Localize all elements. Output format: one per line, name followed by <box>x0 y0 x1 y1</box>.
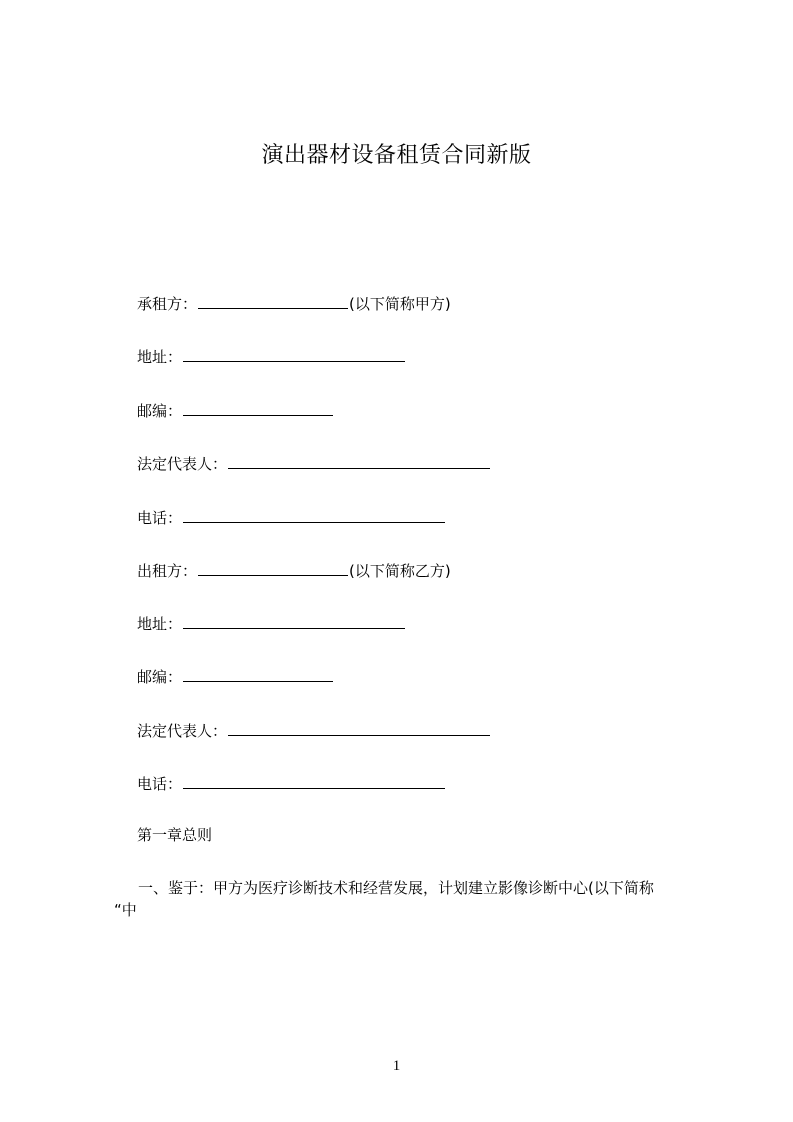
lessee-legal-rep-label: 法定代表人： <box>137 455 228 473</box>
lessor-postcode-blank[interactable] <box>183 665 333 682</box>
lessor-line <box>137 559 451 581</box>
lessee-address-label: 地址： <box>137 348 183 366</box>
document-title: 演出器材设备租赁合同新版 <box>261 143 532 168</box>
lessee-legal-rep-line <box>137 452 491 474</box>
lessor-phone-label: 电话： <box>137 775 183 793</box>
lessee-postcode-line <box>137 399 334 421</box>
lessor-address-label: 地址： <box>137 615 183 633</box>
lessee-line <box>137 292 451 314</box>
lessee-postcode-blank[interactable] <box>183 399 333 416</box>
clause-line-1: 一、鉴于：甲方为医疗诊断技术和经营发展，计划建立影像诊断中心(以下简称 <box>138 879 654 897</box>
lessee-phone-blank[interactable] <box>183 506 445 523</box>
clause-line-2: “中 <box>114 901 137 919</box>
lessor-postcode-label: 邮编： <box>137 668 183 686</box>
lessor-legal-rep-blank[interactable] <box>228 719 490 736</box>
lessee-postcode-label: 邮编： <box>137 402 183 420</box>
lessee-name-blank[interactable] <box>198 292 348 309</box>
lessor-address-blank[interactable] <box>183 612 405 629</box>
lessee-label: 承租方： <box>137 295 198 313</box>
page-number: 1 <box>392 1058 401 1074</box>
lessor-address-line <box>137 612 406 634</box>
lessor-legal-rep-line <box>137 719 491 741</box>
lessor-phone-blank[interactable] <box>183 772 445 789</box>
lessee-phone-label: 电话： <box>137 509 183 527</box>
lessee-address-blank[interactable] <box>183 345 405 362</box>
lessor-postcode-line <box>137 665 334 687</box>
lessor-name-blank[interactable] <box>198 559 348 576</box>
clause-paragraph <box>114 878 714 920</box>
lessor-suffix: (以下简称乙方) <box>349 562 451 580</box>
lessee-legal-rep-blank[interactable] <box>228 452 490 469</box>
lessee-address-line <box>137 345 406 367</box>
chapter-heading: 第一章总则 <box>137 826 213 844</box>
lessee-phone-line <box>137 506 446 528</box>
lessor-phone-line <box>137 772 446 794</box>
lessor-legal-rep-label: 法定代表人： <box>137 722 228 740</box>
lessee-suffix: (以下简称甲方) <box>349 295 451 313</box>
lessor-label: 出租方： <box>137 562 198 580</box>
